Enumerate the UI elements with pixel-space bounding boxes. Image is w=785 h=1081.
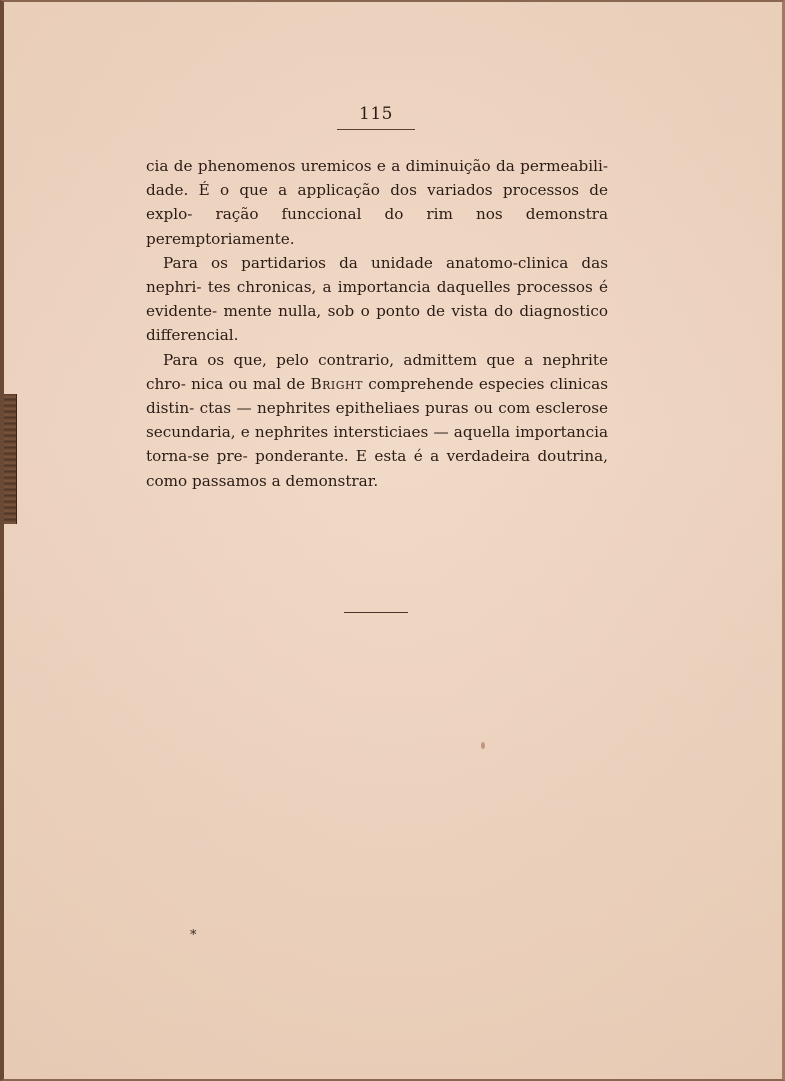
paragraph-2-text: Para os partidarios da unidade anatomo-clinica das nephri- tes chronicas, a importancia daquelles processos é evidente- mente nulla, sob o ponto de vista do diagnostico differencial.: [146, 253, 608, 345]
paper-stain: [481, 742, 485, 749]
stray-mark: *: [190, 928, 197, 943]
paragraph-3: [146, 348, 608, 493]
author-name-bright: Bright: [310, 374, 363, 393]
paragraph-1-text: cia de phenomenos uremicos e a diminuição da permeabili- dade. É o que a applicação dos variados processos de explo- ração funccional do rim nos demonstra peremptoriamente.: [146, 157, 608, 248]
folio-rule: [337, 129, 415, 130]
paragraph-1: [146, 154, 608, 251]
binding-edge: [4, 394, 17, 524]
page-number: 115: [359, 104, 393, 124]
paragraph-2: [146, 251, 608, 348]
body-text: [146, 154, 608, 493]
paragraph-3-text-end: comprehende especies clinicas distin- ctas — nephrites epitheliaes puras ou com esclerose secundaria, e nephrites intersticiaes — aquella importancia torna-se pre- ponderante. E esta é a verdadeira doutrina, como passamos a demonstrar.: [146, 374, 608, 490]
paragraph-3-text-start: Para os que, pelo contrario, admittem que a nephrite chro- nica ou mal de: [146, 350, 608, 393]
section-end-rule: [344, 612, 408, 613]
